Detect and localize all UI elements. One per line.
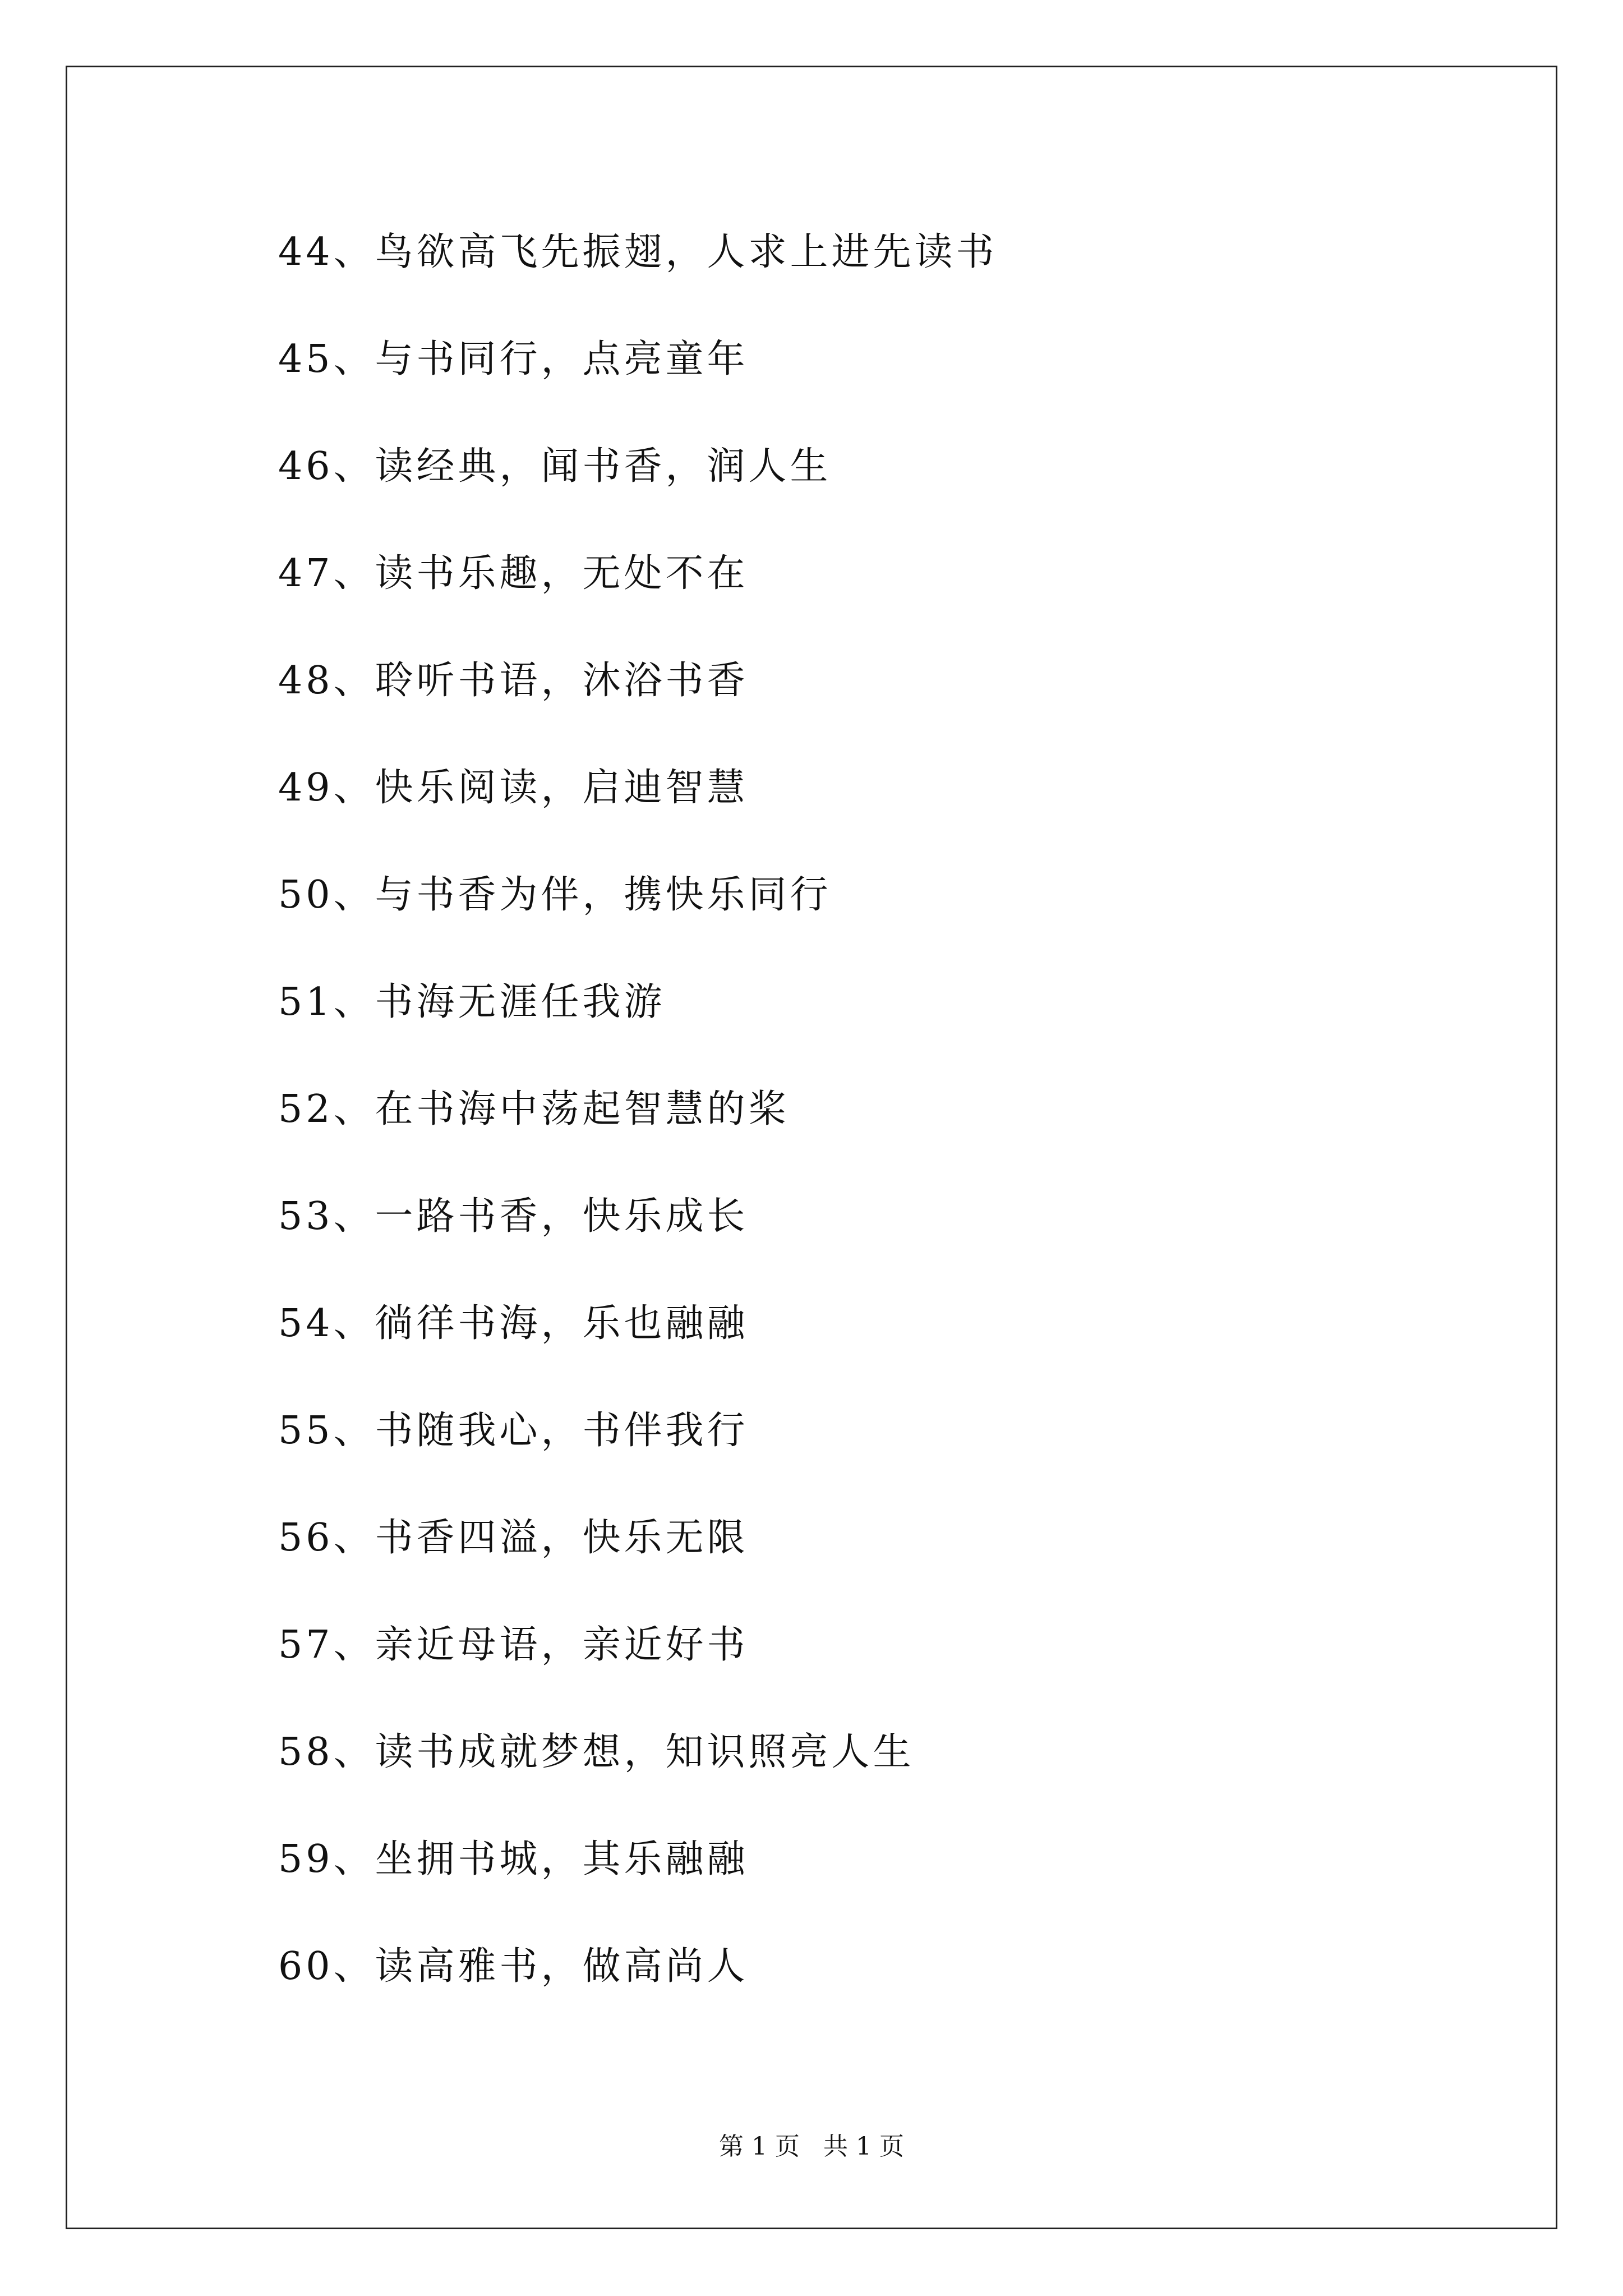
- slogan-item: 51、书海无涯任我游: [278, 980, 666, 1024]
- slogan-item: 59、坐拥书城，其乐融融: [278, 1837, 749, 1881]
- slogan-item: 60、读高雅书，做高尚人: [278, 1944, 749, 1989]
- slogan-item: 50、与书香为伴，携快乐同行: [278, 873, 832, 917]
- slogan-item: 53、一路书香，快乐成长: [278, 1194, 749, 1239]
- slogan-item: 55、书随我心，书伴我行: [278, 1409, 749, 1453]
- slogan-item: 46、读经典，闻书香，润人生: [278, 444, 832, 489]
- slogan-item: 44、鸟欲高飞先振翅，人求上进先读书: [278, 230, 998, 274]
- slogan-item: 54、徜徉书海，乐也融融: [278, 1301, 749, 1346]
- slogan-item: 58、读书成就梦想，知识照亮人生: [278, 1730, 915, 1774]
- slogan-item: 49、快乐阅读，启迪智慧: [278, 766, 749, 810]
- slogan-item: 48、聆听书语，沐浴书香: [278, 659, 749, 703]
- slogan-item: 45、与书同行，点亮童年: [278, 337, 749, 381]
- slogan-item: 52、在书海中荡起智慧的桨: [278, 1087, 790, 1131]
- slogan-list: [278, 219, 998, 2040]
- page-number-footer: 第 1 页 共 1 页: [719, 2132, 904, 2161]
- slogan-item: 57、亲近母语，亲近好书: [278, 1623, 749, 1667]
- slogan-item: 56、书香四溢，快乐无限: [278, 1516, 749, 1560]
- slogan-item: 47、读书乐趣，无处不在: [278, 551, 749, 596]
